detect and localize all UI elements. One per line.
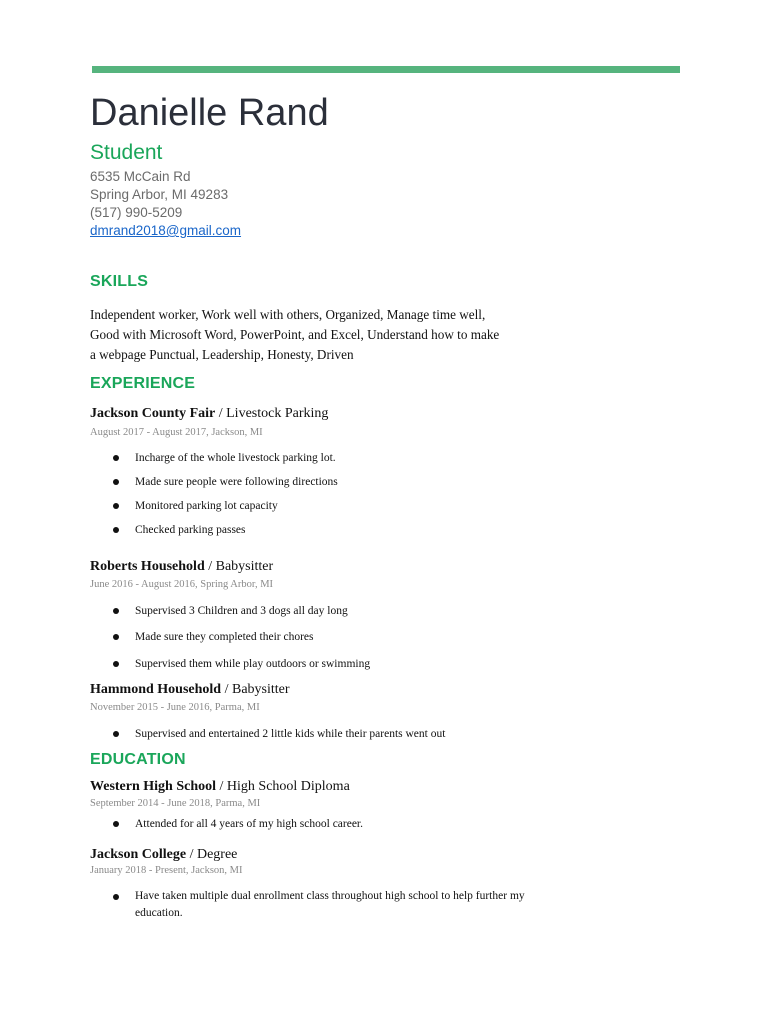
school-org: Western High School xyxy=(90,779,217,794)
bullet-dot xyxy=(113,608,119,614)
job-bullet: Supervised 3 Children and 3 dogs all day long xyxy=(135,605,348,617)
accent-bar xyxy=(92,66,680,73)
school-bullet: Have taken multiple dual enrollment class throughout high school to help further my education. xyxy=(135,890,525,919)
address-line-1: 6535 McCain Rd xyxy=(90,169,191,184)
job-bullet: Made sure they completed their chores xyxy=(135,631,314,643)
bullet-dot xyxy=(113,455,119,461)
job-title: / Livestock Parking xyxy=(215,406,329,421)
school-bullet: Attended for all 4 years of my high school career. xyxy=(135,818,364,830)
applicant-name: Danielle Rand xyxy=(90,92,329,134)
bullet-dot xyxy=(113,661,119,667)
job-bullet: Supervised them while play outdoors or swimming xyxy=(135,658,371,670)
bullet-dot xyxy=(113,479,119,485)
address-line-2: Spring Arbor, MI 49283 xyxy=(90,187,229,202)
job-org: Roberts Household xyxy=(90,559,205,574)
school-title: / Degree xyxy=(186,847,238,862)
education-heading: EDUCATION xyxy=(90,751,186,768)
job-bullet: Supervised and entertained 2 little kids while their parents went out xyxy=(135,728,446,740)
job-date: June 2016 - August 2016, Spring Arbor, MI xyxy=(90,579,274,590)
bullet-dot xyxy=(113,527,119,533)
bullet-dot xyxy=(113,894,119,900)
job-date: August 2017 - August 2017, Jackson, MI xyxy=(90,427,263,438)
job-bullet: Made sure people were following directions xyxy=(135,476,338,488)
job-title: / Babysitter xyxy=(204,559,274,574)
school-title: / High School Diploma xyxy=(216,779,350,794)
email-link[interactable]: dmrand2018@gmail.com xyxy=(90,223,242,238)
experience-heading: EXPERIENCE xyxy=(90,375,196,392)
skills-line: Independent worker, Work well with others, Organized, Manage time well, xyxy=(90,307,486,322)
job-date: November 2015 - June 2016, Parma, MI xyxy=(90,702,260,713)
job-title-line xyxy=(90,560,273,574)
school-date: September 2014 - June 2018, Parma, MI xyxy=(90,798,261,809)
phone-number: (517) 990-5209 xyxy=(90,205,183,220)
school-title-line xyxy=(90,780,350,794)
skills-heading: SKILLS xyxy=(90,273,149,290)
bullet-dot xyxy=(113,731,119,737)
bullet-dot xyxy=(113,634,119,640)
school-org: Jackson College xyxy=(90,847,187,862)
job-bullet: Checked parking passes xyxy=(135,524,246,536)
school-title-line xyxy=(90,848,237,862)
bullet-dot xyxy=(113,821,119,827)
skills-line: a webpage Punctual, Leadership, Honesty, Driven xyxy=(90,347,354,362)
job-bullet: Monitored parking lot capacity xyxy=(135,500,278,512)
job-bullet: Incharge of the whole livestock parking lot. xyxy=(135,452,336,464)
school-date: January 2018 - Present, Jackson, MI xyxy=(90,865,243,876)
applicant-role: Student xyxy=(90,141,163,164)
job-org: Hammond Household xyxy=(90,682,222,697)
job-title: / Babysitter xyxy=(221,682,290,697)
job-title-line xyxy=(90,683,290,697)
job-title-line xyxy=(90,407,328,421)
bullet-dot xyxy=(113,503,119,509)
skills-text xyxy=(90,305,550,365)
skills-line: Good with Microsoft Word, PowerPoint, and Excel, Understand how to make xyxy=(90,327,500,342)
job-org: Jackson County Fair xyxy=(90,406,216,421)
